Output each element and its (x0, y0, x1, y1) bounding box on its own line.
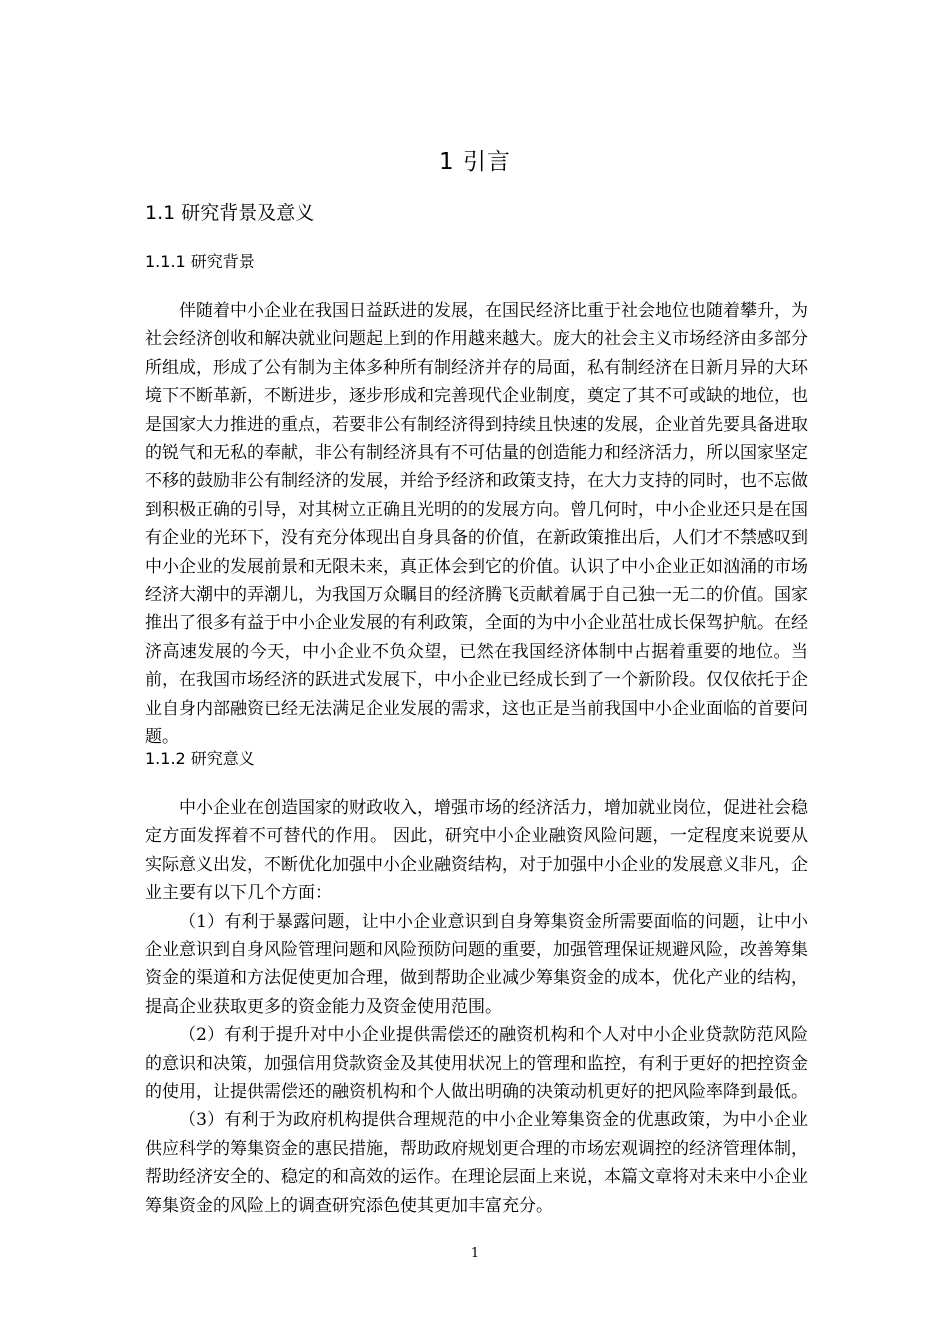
page-number: 1 (470, 1246, 480, 1261)
section-heading-1-1: 1.1 研究背景及意义 (145, 202, 315, 224)
research-background-body (145, 297, 808, 752)
list-item-1: （1）有利于暴露问题，让中小企业意识到自身筹集资金所需要面临的问题，让中小企业意识到自身风险管理问题和风险预防问题的重要，加强管理保证规避风险，改善筹集资金的渠道和方法促使更加合理，做到帮助企业减少筹集资金的成本，优化产业的结构，提高企业获取更多的资金能力及资金使用范围。 (145, 911, 808, 1017)
paragraph: 中小企业在创造国家的财政收入，增强市场的经济活力，增加就业岗位，促进社会稳定方面发挥着不可替代的作用。 因此，研究中小企业融资风险问题，一定程度来说要从实际意义出发，不断优化加强中小企业融资结构，对于加强中小企业的发展意义非凡，企业主要有以下几个方面： (145, 798, 808, 904)
list-item-3: （3）有利于为政府机构提供合理规范的中小企业筹集资金的优惠政策，为中小企业供应科学的筹集资金的惠民措施，帮助政府规划更合理的市场宏观调控的经济管理体制，帮助经济安全的、稳定的和高效的运作。在理论层面上来说，本篇文章将对未来中小企业筹集资金的风险上的调查研究添色使其更加丰富充分。 (145, 1110, 808, 1216)
chapter-title: 1 引言 (439, 149, 511, 175)
subsection-heading-1-1-1: 1.1.1 研究背景 (145, 252, 255, 271)
subsection-heading-1-1-2: 1.1.2 研究意义 (145, 749, 255, 768)
list-item-2: （2）有利于提升对中小企业提供需偿还的融资机构和个人对中小企业贷款防范风险的意识和决策，加强信用贷款资金及其使用状况上的管理和监控，有利于更好的把控资金的使用，让提供需偿还的融资机构和个人做出明确的决策动机更好的把风险率降到最低。 (145, 1025, 808, 1103)
research-significance-body (145, 794, 808, 1220)
paragraph: 伴随着中小企业在我国日益跃进的发展，在国民经济比重于社会地位也随着攀升，为社会经济创收和解决就业问题起上到的作用越来越大。庞大的社会主义市场经济由多部分所组成，形成了公有制为主体多种所有制经济并存的局面，私有制经济在日新月异的大环境下不断革新，不断进步，逐步形成和完善现代企业制度，奠定了其不可或缺的地位，也是国家大力推进的重点，若要非公有制经济得到持续且快速的发展，企业首先要具备进取的锐气和无私的奉献，非公有制经济具有不可估量的创造能力和经济活力，所以国家坚定不移的鼓励非公有制经济的发展，并给予经济和政策支持，在大力支持的同时，也不忘做到积极正确的引导，对其树立正确且光明的的发展方向。曾几何时，中小企业还只是在国有企业的光环下，没有充分体现出自身具备的价值，在新政策推出后，人们才不禁感叹到中小企业的发展前景和无限未来，真正体会到它的价值。认识了中小企业正如汹涌的市场经济大潮中的弄潮儿，为我国万众瞩目的经济腾飞贡献着属于自己独一无二的价值。国家推出了很多有益于中小企业发展的有利政策，全面的为中小企业茁壮成长保驾护航。在经济高速发展的今天，中小企业不负众望，已然在我国经济体制中占据着重要的地位。当前，在我国市场经济的跃进式发展下，中小企业已经成长到了一个新阶段。仅仅依托于企业自身内部融资已经无法满足企业发展的需求，这也正是当前我国中小企业面临的首要问题。 (145, 301, 808, 748)
